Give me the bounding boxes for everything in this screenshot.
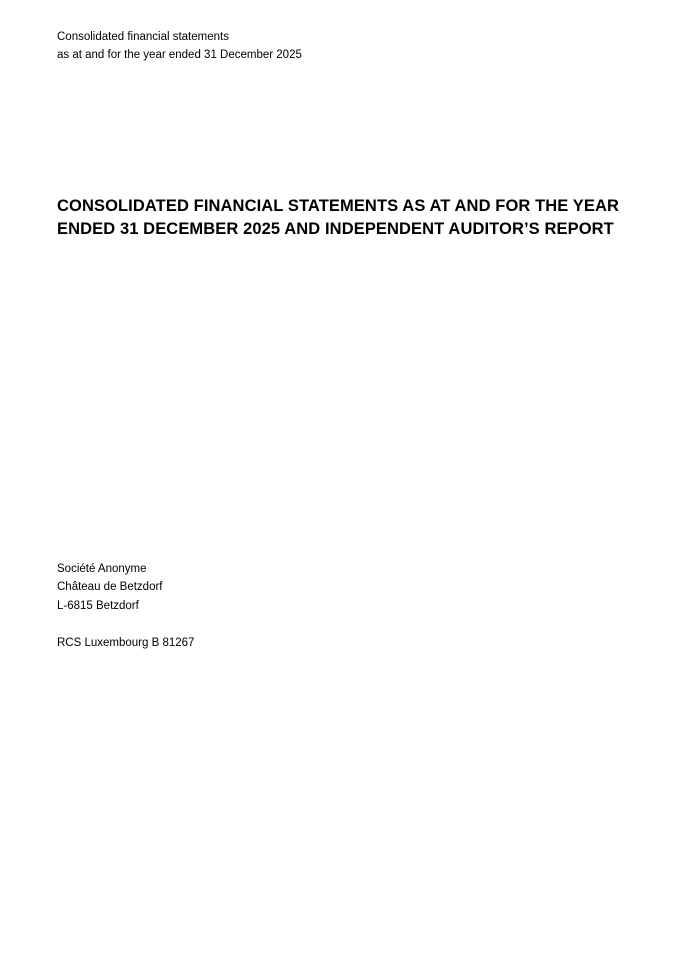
header-period-line: as at and for the year ended 31 December 2025 [57, 49, 302, 61]
company-address-street: Château de Betzdorf [57, 581, 163, 594]
document-header [57, 28, 302, 64]
company-legal-form: Société Anonyme [57, 563, 147, 575]
company-registration-number: RCS Luxembourg B 81267 [57, 636, 195, 649]
title-line-1: CONSOLIDATED FINANCIAL STATEMENTS AS AT AND FOR THE YEAR [57, 197, 620, 215]
blank-line [57, 615, 194, 633]
document-title [57, 195, 647, 241]
title-line-2: ENDED 31 DECEMBER 2025 AND INDEPENDENT AUDITOR’S REPORT [57, 220, 614, 238]
header-subject-line: Consolidated financial statements [57, 31, 229, 43]
company-address-block [57, 560, 194, 652]
company-address-city: L-6815 Betzdorf [57, 599, 139, 612]
